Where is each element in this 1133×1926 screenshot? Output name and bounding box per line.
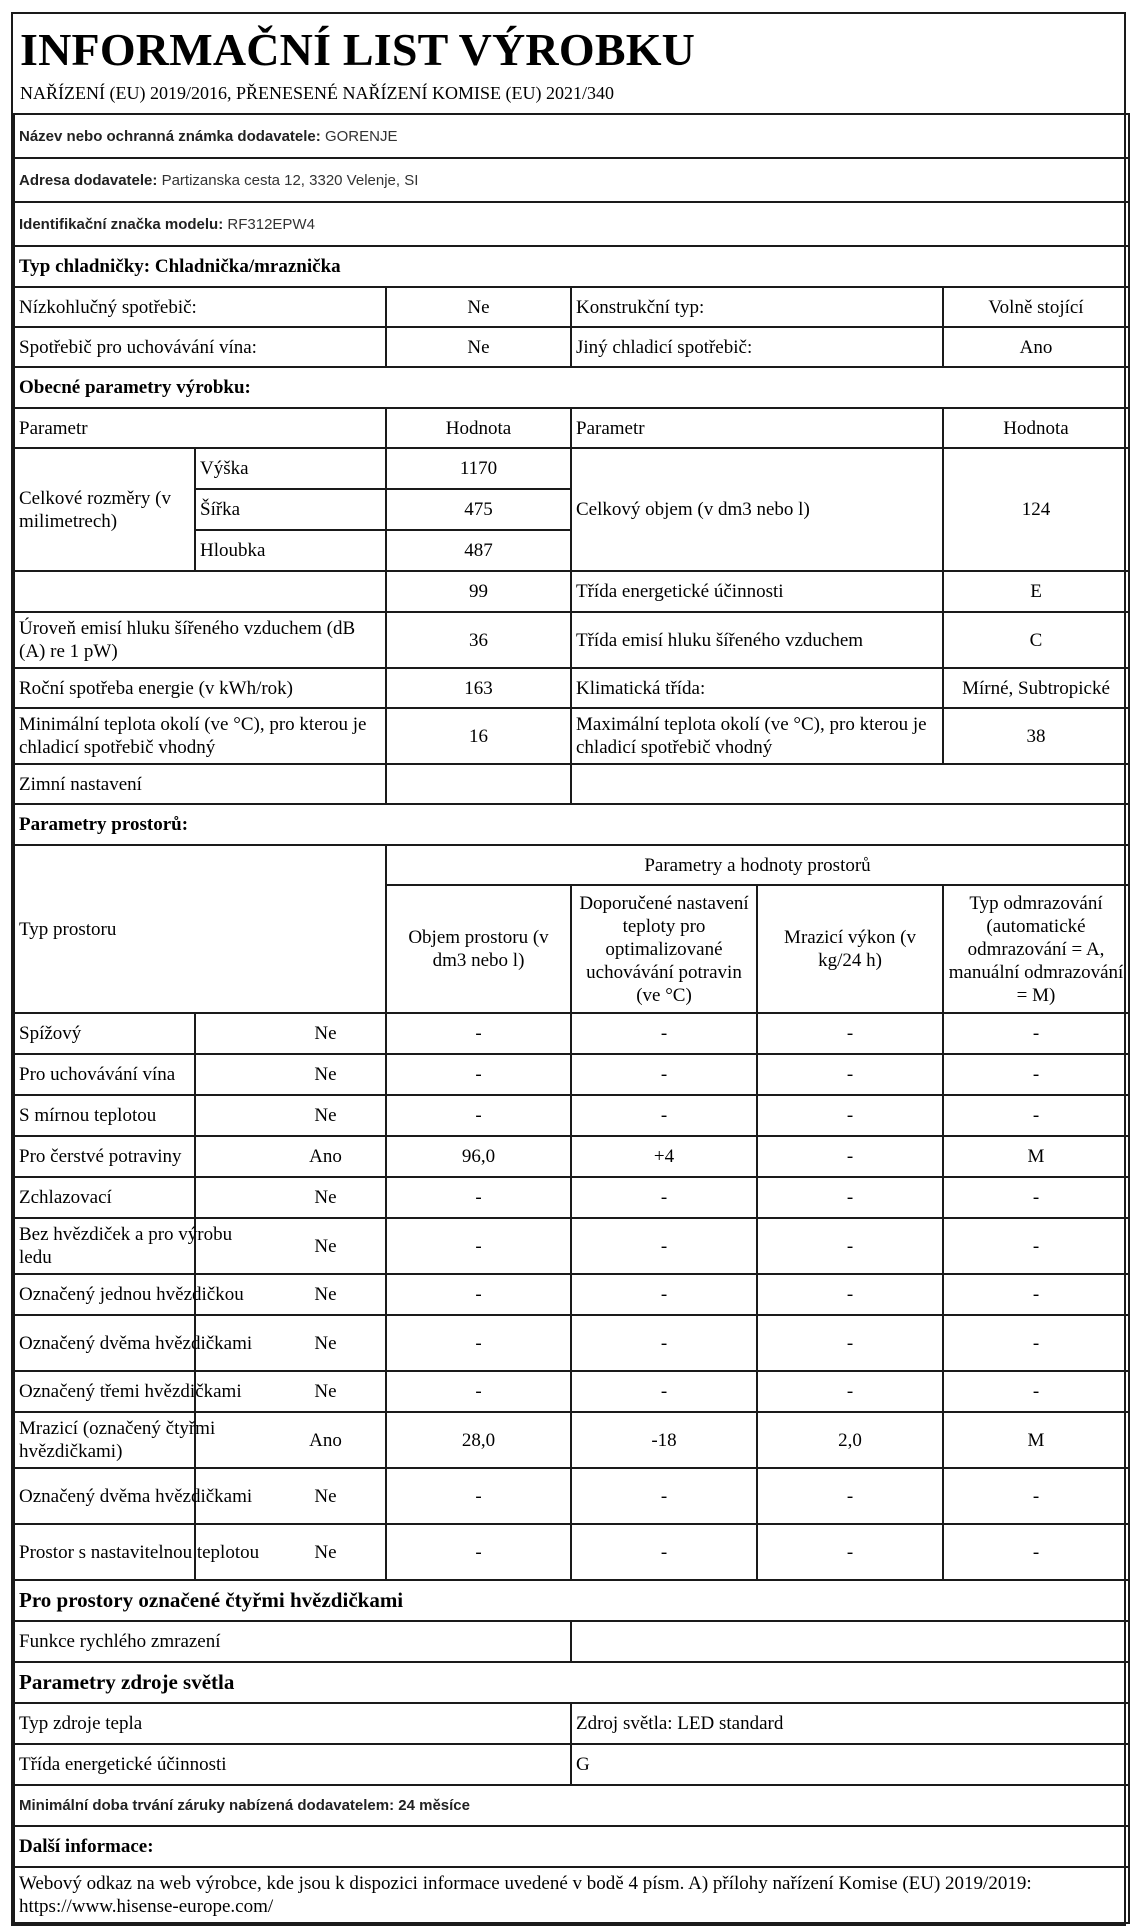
compartment-temp: - (571, 1371, 757, 1412)
value-column-header: Hodnota (386, 408, 571, 448)
compartment-freeze: - (757, 1524, 943, 1580)
total-volume-label: Celkový objem (v dm3 nebo l) (571, 448, 943, 571)
general-label: Roční spotřeba energie (v kWh/rok) (14, 668, 386, 708)
compartment-temp: - (571, 1524, 757, 1580)
compartment-defrost: - (943, 1371, 1129, 1412)
compartment-volume: - (386, 1013, 571, 1054)
compartment-row (14, 1524, 1129, 1580)
general-value-2: E (943, 571, 1129, 612)
compartment-defrost: - (943, 1095, 1129, 1136)
general-params-heading: Obecné parametry výrobku: (14, 367, 1129, 408)
compartment-defrost: - (943, 1315, 1129, 1371)
winter-setting-extra (571, 764, 1129, 804)
compartment-row (14, 1054, 1129, 1095)
warranty-value: 24 měsíce (398, 1797, 470, 1814)
general-row (14, 612, 1129, 668)
compartment-defrost: - (943, 1177, 1129, 1218)
compartment-type: Označený jednou hvězdičkou (14, 1274, 195, 1315)
model-id-value: RF312EPW4 (227, 215, 315, 233)
compartment-present: Ne (195, 1468, 386, 1524)
compartment-volume: - (386, 1315, 571, 1371)
compartment-freeze: - (757, 1315, 943, 1371)
fast-freeze-label: Funkce rychlého zmrazení (14, 1621, 571, 1662)
compartment-type: Pro uchovávání vína (14, 1054, 195, 1095)
compartment-volume: - (386, 1468, 571, 1524)
value-column-header-2: Hodnota (943, 408, 1129, 448)
compartment-present: Ne (195, 1274, 386, 1315)
compartment-row (14, 1468, 1129, 1524)
light-label: Typ zdroje tepla (14, 1703, 571, 1744)
compartment-type: Mrazicí (označený čtyřmi hvězdičkami) (14, 1412, 195, 1468)
supplier-address-row (14, 158, 1129, 202)
compartment-volume: - (386, 1274, 571, 1315)
type-label: Nízkohlučný spotřebič: (14, 287, 386, 327)
compartment-temp: - (571, 1315, 757, 1371)
dimension-value: 475 (386, 489, 571, 530)
compartment-present: Ano (195, 1136, 386, 1177)
compartment-volume: - (386, 1371, 571, 1412)
winter-setting-value (386, 764, 571, 804)
supplier-name-row (14, 114, 1129, 158)
supplier-address-value: Partizanska cesta 12, 3320 Velenje, SI (161, 171, 419, 189)
additional-info-row (14, 1867, 1129, 1923)
winter-setting-label: Zimní nastavení (14, 764, 386, 804)
general-value-2: Mírné, Subtropické (943, 668, 1129, 708)
param-column-header: Parametr (14, 408, 386, 448)
model-id-label: Identifikační značka modelu: (19, 215, 224, 233)
compartment-freeze: 2,0 (757, 1412, 943, 1468)
compartment-type-header: Typ prostoru (14, 845, 386, 1013)
compartment-row (14, 1136, 1129, 1177)
compartment-present: Ne (195, 1013, 386, 1054)
compartment-volume: - (386, 1054, 571, 1095)
compartment-defrost: - (943, 1274, 1129, 1315)
compartment-defrost: - (943, 1524, 1129, 1580)
param-column-header-2: Parametr (571, 408, 943, 448)
supplier-address-label: Adresa dodavatele: (19, 171, 158, 189)
compartment-type: Označený třemi hvězdičkami (14, 1371, 195, 1412)
compartment-volume: - (386, 1218, 571, 1274)
compartment-volume: 28,0 (386, 1412, 571, 1468)
dimension-label: Výška (195, 448, 386, 489)
compartment-row (14, 1274, 1129, 1315)
compartment-type: Označený dvěma hvězdičkami (14, 1468, 195, 1524)
compartment-temp: - (571, 1177, 757, 1218)
light-label: Třída energetické účinnosti (14, 1744, 571, 1785)
compartment-row (14, 1412, 1129, 1468)
compartment-defrost: - (943, 1054, 1129, 1095)
compartment-temp: - (571, 1013, 757, 1054)
fast-freeze-value (571, 1621, 1129, 1662)
compartment-present: Ne (195, 1054, 386, 1095)
compartment-volume: - (386, 1177, 571, 1218)
compartment-row (14, 1315, 1129, 1371)
general-label-2: Třída energetické účinnosti (571, 571, 943, 612)
compartment-volume: - (386, 1524, 571, 1580)
compartment-type: Zchlazovací (14, 1177, 195, 1218)
warranty-row (14, 1785, 1129, 1826)
light-row (14, 1703, 1129, 1744)
general-value-2: C (943, 612, 1129, 668)
fast-freeze-row (14, 1621, 1129, 1662)
dimension-value: 487 (386, 530, 571, 571)
compartment-freeze: - (757, 1218, 943, 1274)
compartment-row (14, 1095, 1129, 1136)
general-value: 16 (386, 708, 571, 764)
general-label-2: Maximální teplota okolí (ve °C), pro kterou je chladicí spotřebič vhodný (571, 708, 943, 764)
type-label: Spotřebič pro uchovávání vína: (14, 327, 386, 367)
defrost-type-column-header: Typ odmrazování (automatické odmrazování = A, manuální odmrazování = M) (943, 885, 1129, 1013)
supplier-name-value: GORENJE (324, 127, 398, 145)
compartment-present: Ne (195, 1315, 386, 1371)
additional-info-heading: Další informace: (14, 1826, 1129, 1867)
manufacturer-url-link[interactable]: https://www.hisense-europe.com/ (19, 1896, 274, 1917)
compartment-freeze: - (757, 1371, 943, 1412)
warranty-label: Minimální doba trvání záruky nabízená dodavatelem: (19, 1797, 395, 1814)
compartment-present: Ne (195, 1177, 386, 1218)
compartment-freeze: - (757, 1136, 943, 1177)
type-value-2: Volně stojící (943, 287, 1129, 327)
compartment-temp: - (571, 1054, 757, 1095)
compartment-defrost: - (943, 1218, 1129, 1274)
model-id-row (14, 202, 1129, 246)
compartment-temp: - (571, 1218, 757, 1274)
volume-column-header: Objem prostoru (v dm3 nebo l) (386, 885, 571, 1013)
total-volume-value: 124 (943, 448, 1129, 571)
compartment-temp: - (571, 1468, 757, 1524)
general-value-2: 38 (943, 708, 1129, 764)
dimension-row (14, 448, 1129, 489)
general-label: Úroveň emisí hluku šířeného vzduchem (dB (A) re 1 pW) (14, 612, 386, 668)
title-block (14, 14, 1129, 114)
compartment-row (14, 1371, 1129, 1412)
compartment-temp: - (571, 1095, 757, 1136)
general-row (14, 668, 1129, 708)
compartment-volume: 96,0 (386, 1136, 571, 1177)
compartment-freeze: - (757, 1013, 943, 1054)
general-label (14, 571, 386, 612)
compartments-heading: Parametry prostorů: (14, 804, 1129, 845)
general-label: Minimální teplota okolí (ve °C), pro kterou je chladicí spotřebič vhodný (14, 708, 386, 764)
compartment-present: Ne (195, 1095, 386, 1136)
general-value: 163 (386, 668, 571, 708)
compartment-present: Ne (195, 1371, 386, 1412)
compartment-defrost: M (943, 1412, 1129, 1468)
general-row (14, 571, 1129, 612)
compartments-group-header-row (14, 845, 1129, 885)
compartment-temp: - (571, 1274, 757, 1315)
compartment-freeze: - (757, 1177, 943, 1218)
dimension-label: Hloubka (195, 530, 386, 571)
product-information-sheet (11, 12, 1126, 1926)
compartment-defrost: - (943, 1468, 1129, 1524)
type-row (14, 327, 1129, 367)
type-label-2: Jiný chladicí spotřebič: (571, 327, 943, 367)
general-row (14, 708, 1129, 764)
light-value: G (571, 1744, 1129, 1785)
dimension-value: 1170 (386, 448, 571, 489)
compartment-defrost: M (943, 1136, 1129, 1177)
four-star-heading: Pro prostory označené čtyřmi hvězdičkami (14, 1580, 1129, 1621)
compartment-volume: - (386, 1095, 571, 1136)
dimension-label: Šířka (195, 489, 386, 530)
light-source-heading: Parametry zdroje světla (14, 1662, 1129, 1703)
type-label-2: Konstrukční typ: (571, 287, 943, 327)
dimensions-label: Celkové rozměry (v milimetrech) (14, 448, 195, 571)
compartment-type: S mírnou teplotou (14, 1095, 195, 1136)
compartment-present: Ne (195, 1524, 386, 1580)
compartment-defrost: - (943, 1013, 1129, 1054)
fridge-type-heading: Typ chladničky: Chladnička/mraznička (14, 246, 1129, 287)
compartment-freeze: - (757, 1468, 943, 1524)
general-label-2: Třída emisí hluku šířeného vzduchem (571, 612, 943, 668)
additional-info-text: Webový odkaz na web výrobce, kde jsou k dispozici informace uvedené v bodě 4 písm. A) přílohy nařízení Komise (EU) 2019/2019: (19, 1873, 1032, 1894)
compartment-type: Označený dvěma hvězdičkami (14, 1315, 195, 1371)
compartment-type: Prostor s nastavitelnou teplotou (14, 1524, 195, 1580)
supplier-name-label: Název nebo ochranná známka dodavatele: (19, 127, 321, 145)
compartment-params-group-header: Parametry a hodnoty prostorů (386, 845, 1129, 885)
compartment-freeze: - (757, 1274, 943, 1315)
compartment-present: Ano (195, 1412, 386, 1468)
page-title: INFORMAČNÍ LIST VÝROBKU (20, 23, 696, 75)
freezing-capacity-column-header: Mrazicí výkon (v kg/24 h) (757, 885, 943, 1013)
compartment-temp: +4 (571, 1136, 757, 1177)
compartment-type: Pro čerstvé potraviny (14, 1136, 195, 1177)
general-label-2: Klimatická třída: (571, 668, 943, 708)
type-value-2: Ano (943, 327, 1129, 367)
compartment-row (14, 1218, 1129, 1274)
compartment-temp: -18 (571, 1412, 757, 1468)
general-params-header-row (14, 408, 1129, 448)
light-value: Zdroj světla: LED standard (571, 1703, 1129, 1744)
info-table (13, 14, 1130, 1924)
type-row (14, 287, 1129, 327)
winter-setting-row (14, 764, 1129, 804)
general-value: 36 (386, 612, 571, 668)
compartment-row (14, 1013, 1129, 1054)
regulation-subtitle: NAŘÍZENÍ (EU) 2019/2016, PŘENESENÉ NAŘÍZENÍ KOMISE (EU) 2021/340 (20, 82, 614, 103)
temperature-column-header: Doporučené nastavení teploty pro optimalizované uchovávání potravin (ve °C) (571, 885, 757, 1013)
type-value: Ne (386, 327, 571, 367)
compartment-freeze: - (757, 1095, 943, 1136)
compartment-type: Bez hvězdiček a pro výrobu ledu (14, 1218, 195, 1274)
compartment-type: Spížový (14, 1013, 195, 1054)
compartment-row (14, 1177, 1129, 1218)
general-value: 99 (386, 571, 571, 612)
light-row (14, 1744, 1129, 1785)
type-value: Ne (386, 287, 571, 327)
compartment-freeze: - (757, 1054, 943, 1095)
compartment-present: Ne (195, 1218, 386, 1274)
